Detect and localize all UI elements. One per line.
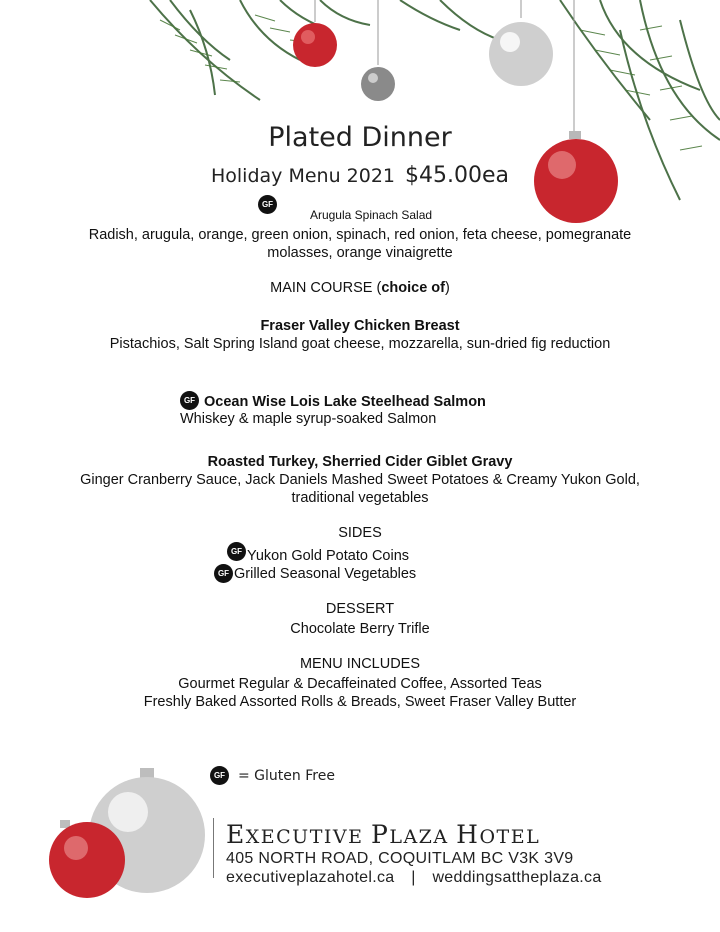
main-item-turkey-desc: Ginger Cranberry Sauce, Jack Daniels Mashed Sweet Potatoes & Creamy Yukon Gold, (80, 472, 640, 488)
salad-name: Arugula Spinach Salad (309, 208, 433, 222)
salad-desc-line1: Radish, arugula, orange, green onion, spinach, red onion, feta cheese, pomegranate (88, 227, 632, 243)
gf-legend-icon: GF (210, 766, 229, 785)
main-item-salmon-desc: Whiskey & maple syrup-soaked Salmon (180, 411, 437, 427)
footer-divider (213, 818, 214, 878)
side-item-potato: Yukon Gold Potato Coins (247, 548, 410, 564)
includes-heading: MENU INCLUDES (299, 656, 421, 672)
silver-ornament-small (361, 67, 395, 101)
main-item-turkey-desc2: traditional vegetables (291, 490, 429, 506)
ornament-decoration-bottom (40, 760, 220, 910)
hotel-name: EXECUTIVE PLAZA HOTEL (226, 820, 541, 849)
gf-icon: GF (214, 564, 233, 583)
hotel-address: 405 NORTH ROAD, COQUITLAM BC V3K 3V9 (226, 850, 574, 867)
menu-year: Holiday Menu 2021 (210, 165, 396, 187)
main-item-chicken-name: Fraser Valley Chicken Breast (260, 318, 460, 334)
silver-ornament-top-right (489, 22, 553, 86)
red-ornament-small (293, 23, 337, 67)
main-item-turkey-name: Roasted Turkey, Sherried Cider Giblet Gravy (207, 454, 513, 470)
dessert-heading: DESSERT (325, 601, 395, 617)
page-title: Plated Dinner (268, 122, 452, 153)
side-item-vegetables: Grilled Seasonal Vegetables (234, 566, 417, 582)
main-item-chicken-desc: Pistachios, Salt Spring Island goat cheese, mozzarella, sun-dried fig reduction (109, 336, 611, 352)
main-course-heading: MAIN COURSE (choice of) (270, 280, 450, 296)
sides-heading: SIDES (338, 525, 382, 541)
dessert-item: Chocolate Berry Trifle (290, 621, 430, 637)
gf-icon: GF (258, 195, 277, 214)
pine-decoration-top (0, 0, 720, 230)
hotel-website-link[interactable]: executiveplazahotel.ca (226, 869, 395, 886)
salad-desc-line2: molasses, orange vinaigrette (267, 245, 453, 261)
includes-line2: Freshly Baked Assorted Rolls & Breads, Sweet Fraser Valley Butter (143, 694, 577, 710)
hotel-websites (226, 869, 602, 887)
menu-subtitle (0, 163, 720, 188)
gf-icon: GF (180, 391, 199, 410)
main-item-salmon-name: Ocean Wise Lois Lake Steelhead Salmon (204, 394, 486, 410)
website-separator: | (411, 869, 416, 886)
menu-price: $45.00ea (405, 163, 510, 188)
gf-legend-text: = Gluten Free (238, 768, 335, 784)
weddings-website-link[interactable]: weddingsattheplaza.ca (432, 869, 602, 886)
gf-icon: GF (227, 542, 246, 561)
includes-line1: Gourmet Regular & Decaffeinated Coffee, Assorted Teas (178, 676, 542, 692)
